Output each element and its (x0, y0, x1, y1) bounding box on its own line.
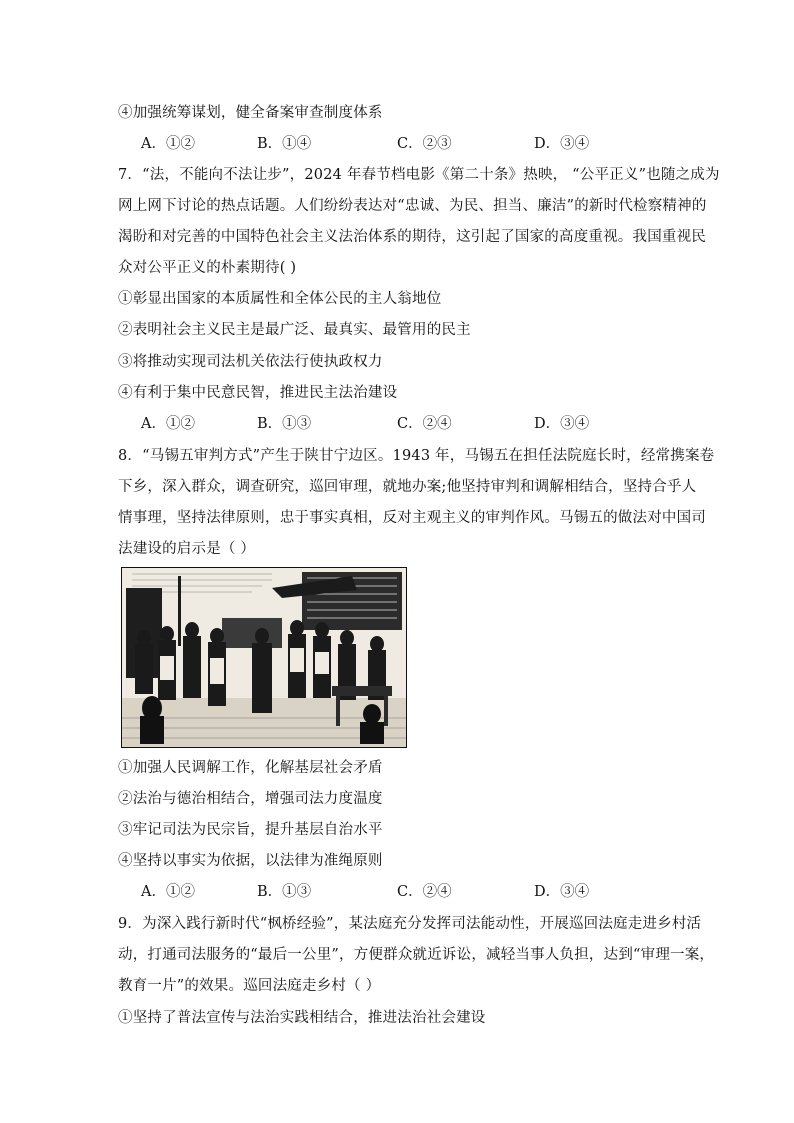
q8-option-3: ③牢记司法为民宗旨，提升基层自治水平 (118, 822, 383, 838)
q8-stem-line-2: 下乡，深入群众，调查研究，巡回审理，就地办案;他坚持审判和调解相结合，坚持合乎人 (118, 479, 697, 495)
q8-stem-line-3: 情事理，坚持法律原则，忠于事实真相，反对主观主义的审判作风。马锡五的做法对中国司 (118, 510, 706, 526)
q8-stem-line-1: 8．“马锡五审判方式”产生于陕甘宁边区。1943 年，马锡五在担任法院庭长时，经常携案卷 (118, 448, 715, 464)
choice-d[interactable]: D．③④ (534, 136, 590, 152)
q7-option-4: ④有利于集中民意民智，推进民主法治建设 (118, 385, 398, 401)
q9-stem-line-1: 9．为深入践行新时代“枫桥经验”，某法庭充分发挥司法能动性，开展巡回法庭走进乡村活 (118, 916, 702, 932)
choice-a[interactable]: A．①② (141, 416, 195, 432)
q7-stem-line-3: 渴盼和对完善的中国特色社会主义法治体系的期待，这引起了国家的高度重视。我国重视民 (118, 229, 706, 245)
q9-stem-line-3: 教育一片”的效果。巡回法庭走乡村（ ） (118, 978, 381, 994)
q7-option-3: ③将推动实现司法机关依法行使执政权力 (118, 354, 383, 370)
q7-option-2: ②表明社会主义民主是最广泛、最真实、最管用的民主 (118, 322, 471, 338)
choice-b[interactable]: B．①③ (257, 416, 312, 432)
choice-d[interactable]: D．③④ (534, 884, 590, 900)
q7-option-1: ①彰显出国家的本质属性和全体公民的主人翁地位 (118, 291, 442, 307)
choice-c[interactable]: C．②③ (397, 136, 452, 152)
choice-a[interactable]: A．①② (141, 136, 195, 152)
q8-stem-line-4: 法建设的启示是（ ） (118, 541, 256, 557)
q7-stem-line-4: 众对公平正义的朴素期待( ) (118, 260, 297, 276)
choice-c[interactable]: C．②④ (397, 884, 452, 900)
q8-option-4: ④坚持以事实为依据，以法律为准绳原则 (118, 853, 383, 869)
trial-scene-image (122, 568, 406, 747)
woodcut-illustration (121, 567, 407, 748)
q6-option-4: ④加强统筹谋划，健全备案审查制度体系 (118, 105, 383, 121)
choice-d[interactable]: D．③④ (534, 416, 590, 432)
q7-stem-line-1: 7．“法，不能向不法让步”，2024 年春节档电影《第二十条》热映， “公平正义”也随之成为 (118, 167, 720, 183)
q8-option-2: ②法治与德治相结合，增强司法力度温度 (118, 791, 383, 807)
choice-b[interactable]: B．①③ (257, 884, 312, 900)
choice-c[interactable]: C．②④ (397, 416, 452, 432)
q7-stem-line-2: 网上网下讨论的热点话题。人们纷纷表达对“忠诚、为民、担当、廉洁”的新时代检察精神的 (118, 198, 707, 214)
q8-option-1: ①加强人民调解工作，化解基层社会矛盾 (118, 760, 383, 776)
q9-stem-line-2: 动，打通司法服务的“最后一公里”，方便群众就近诉讼，减轻当事人负担，达到“审理一案， (118, 947, 715, 963)
q9-option-1: ①坚持了普法宣传与法治实践相结合，推进法治社会建设 (118, 1010, 486, 1026)
choice-a[interactable]: A．①② (141, 884, 195, 900)
choice-b[interactable]: B．①④ (257, 136, 312, 152)
